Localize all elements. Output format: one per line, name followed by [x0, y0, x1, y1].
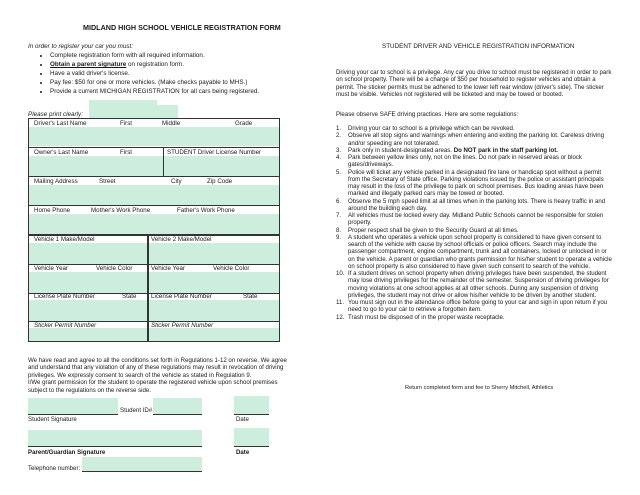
agreement-text	[28, 357, 288, 394]
regulation-item: 5. Police will ticket any vehicle parked in a designated fire lane or handicap spot without a permit from the Secretary of State office. Parking violations issued by the police or assistant principals may result in the loss of the privilege to park on school premises. Bus loading areas have been marked and illegally parked cars may be towed or booted.	[336, 168, 604, 198]
v1-year-color-field[interactable]	[29, 272, 147, 293]
telephone-field[interactable]	[82, 457, 202, 471]
parent-date-label: Date	[236, 449, 250, 456]
driver-first-label: First	[120, 120, 133, 127]
v1-state-label: State	[122, 293, 137, 300]
driver-middle-label: Middle	[162, 120, 181, 127]
owner-last-name-label: Owner's Last Name	[34, 149, 89, 156]
student-signature-field[interactable]	[28, 398, 118, 415]
regulation-item: 6. Observe the 5 mph speed limit at all times when in the parking lots. There is heavy traffic in and around the building each day.	[336, 197, 606, 212]
requirement-item-rest: on registration form.	[128, 60, 185, 68]
student-license-label: STUDENT Driver License Number	[167, 149, 262, 156]
info-intro: Driving your car to school is a privilege. Any car you drive to school must be registered in order to park on school property. There will be a charge of $50 per household to register vehicles and obtain a permit. The sticker permits must be adhered to the lower left rear window (driver's side). The sticker must be visible. Vehicles not registered will be ticketed and may be towed or booted.	[336, 69, 612, 99]
student-id-field[interactable]	[153, 398, 202, 415]
registration-form-grid	[28, 118, 280, 342]
phone-field[interactable]	[29, 214, 279, 235]
regulation-item: 3. Park only in student-designated areas. Do NOT park in the staff parking lot.	[336, 146, 558, 154]
regulation-item: 11. You must sign out in the attendance office before going to your car and sign in upon return if you need to go to your car to retrieve a forgotten item.	[336, 299, 608, 314]
mothers-phone-label: Mother's Work Phone	[91, 207, 151, 214]
telephone-label: Telephone number:	[28, 465, 81, 472]
info-title: STUDENT DRIVER AND VEHICLE REGISTRATION INFORMATION	[382, 43, 575, 50]
v1-plate-label: License Plate Number	[34, 293, 95, 300]
v2-sticker-field[interactable]	[148, 328, 279, 341]
regulations-list	[336, 125, 612, 321]
driver-name-field[interactable]	[29, 127, 279, 146]
v2-sticker-label: Sticker Permit Number	[151, 322, 214, 329]
parent-date-field[interactable]	[234, 428, 269, 447]
license-number-field[interactable]	[164, 156, 279, 176]
regulation-item: 4. Park between yellow lines only, not on the lines. Do not park in reserved areas or block gates/driveways.	[336, 154, 582, 169]
v1-sticker-field[interactable]	[29, 328, 147, 341]
v1-color-label: Vehicle Color	[96, 265, 133, 272]
regulation-item: 7. All vehicles must be locked every day. Midland Public Schools cannot be responsible for stolen property.	[336, 212, 604, 227]
v2-year-color-field[interactable]	[148, 272, 279, 293]
top-highlight-field[interactable]	[89, 100, 157, 118]
requirement-item: • Provide a current MICHIGAN REGISTRATION for all cars being registered.	[50, 88, 259, 97]
owner-first-label: First	[120, 149, 133, 156]
permission-paragraph: I/We grant permission for the student to operate the registered vehicle upon school premises subject to the regulations on the reverse side.	[28, 379, 278, 394]
requirement-item: • Complete registration form with all required information.	[50, 52, 259, 61]
v2-year-label: Vehicle Year	[151, 265, 186, 272]
form-title: MIDLAND HIGH SCHOOL VEHICLE REGISTRATION FORM	[83, 23, 281, 32]
top-highlight-field[interactable]	[157, 105, 178, 118]
v1-year-label: Vehicle Year	[34, 265, 69, 272]
mailing-address-label: Mailing Address	[34, 178, 78, 185]
v1-make-model-field[interactable]	[29, 243, 147, 264]
v2-plate-field[interactable]	[148, 300, 279, 321]
intro-text: In order to register your car you must:	[28, 43, 133, 50]
v1-plate-field[interactable]	[29, 300, 147, 321]
street-label: Street	[99, 178, 116, 185]
v2-plate-label: License Plate Number	[151, 293, 212, 300]
zip-code-label: Zip Code	[207, 178, 233, 185]
student-signature-label: Student Signature	[28, 416, 77, 423]
parent-signature-bold: Obtain a parent signature	[50, 60, 127, 68]
grade-label: Grade	[235, 120, 253, 127]
regulation-item: 9. A student who operates a vehicle upon school property is considered to have given consent to search of the vehicle with cause by school officials or police officers. Search may include the passenger compartment, engine compartment, trunk and all containers, locked or unlocked in or on the vehicle. A parent or guardian who grants permission for his/her student to operate a vehicle on school property is also considered to have given such consent to search of the vehicle.	[336, 233, 612, 270]
v1-sticker-label: Sticker Permit Number	[34, 322, 97, 329]
regulation-item: 8. Proper respect shall be given to the Security Guard at all times.	[336, 226, 519, 234]
owner-name-field[interactable]	[29, 156, 163, 176]
parent-signature-field[interactable]	[28, 430, 202, 447]
v2-make-model-label: Vehicle 2 Make/Model	[151, 236, 212, 243]
regulation-item: 12. Trash must be disposed of in the proper waste receptacle.	[336, 313, 505, 321]
requirements-list	[38, 52, 259, 97]
v2-state-label: State	[243, 293, 258, 300]
student-id-label: Student ID#	[120, 407, 153, 414]
city-label: City	[171, 178, 182, 185]
requirement-item: • Pay fee: $50 for one or more vehicles. (Make checks payable to MHS.)	[50, 79, 259, 88]
address-field[interactable]	[29, 185, 279, 205]
regulation-item: 1. Driving your car to school is a privilege which can be revoked.	[336, 125, 515, 132]
v1-make-model-label: Vehicle 1 Make/Model	[34, 236, 95, 243]
student-date-field[interactable]	[234, 396, 269, 415]
rules-intro: Please observe SAFE driving practices. Here are some regulations:	[336, 111, 519, 118]
driver-last-name-label: Driver's Last Name	[34, 120, 87, 127]
date-label: Date	[236, 416, 249, 423]
v2-make-model-field[interactable]	[148, 243, 279, 264]
requirement-item: • Have a valid driver's license.	[50, 70, 259, 79]
print-clearly-label: Please print clearly:	[28, 111, 83, 118]
return-instructions: Return completed form and fee to Sherry Mitchell, Athletics	[405, 385, 554, 391]
regulation-item: 10. If a student drives on school property when driving privileges have been suspended, the student may lose driving privileges for the remainder of the semester. Suspension of driving privileges for moving violations at one school applies at all other schools. During any suspension of driving privileges, the student may not drive or allow his/her vehicle to be driven by another student.	[336, 270, 609, 299]
requirement-item	[50, 61, 259, 70]
home-phone-label: Home Phone	[34, 207, 71, 214]
parent-signature-label: Parent/Guardian Signature	[28, 449, 106, 456]
fathers-phone-label: Father's Work Phone	[177, 207, 235, 214]
agreement-paragraph: We have read and agree to all the conditions set forth in Regulations 1-12 on reverse. We agree and understand that any violation of any of these regulations may result in revocation of driving privileges. We expressly consent to search of the vehicle as stated in Regulation 9.	[28, 357, 287, 379]
regulation-item: 2. Observe all stop signs and warnings when entering and exiting the parking lot. Careless driving and/or speeding are not tolerated.	[336, 132, 605, 147]
v2-color-label: Vehicle Color	[213, 265, 250, 272]
